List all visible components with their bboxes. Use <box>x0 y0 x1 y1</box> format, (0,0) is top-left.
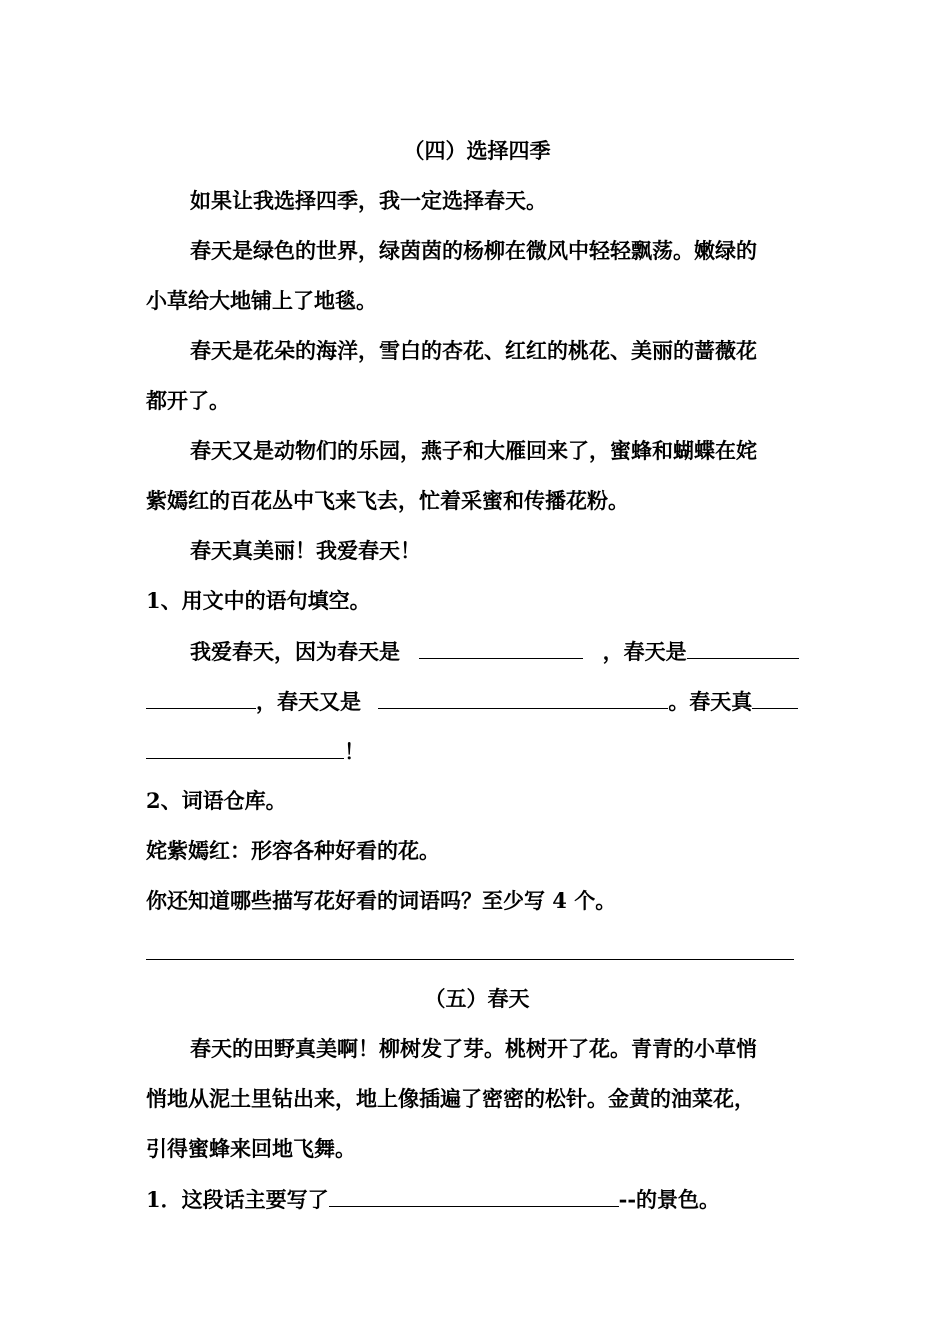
answer-blank-1[interactable] <box>419 636 583 659</box>
answer-blank-2b[interactable] <box>146 686 256 709</box>
question-2-label: 2、词语仓库。 <box>146 788 287 813</box>
question-1-fill-line-1 <box>146 636 799 666</box>
section5-paragraph-line-3: 引得蜜蜂来回地飞舞。 <box>146 1136 356 1161</box>
question-1-text-5: ！ <box>344 739 365 764</box>
section5-question-1 <box>146 1184 720 1214</box>
answer-blank-4a[interactable] <box>752 686 798 709</box>
question-1-text-2: ，春天是 <box>602 639 687 664</box>
section4-paragraph-3-line-1: 春天是花朵的海洋，雪白的杏花、红红的桃花、美丽的蔷薇花 <box>190 338 757 363</box>
section4-paragraph-4-line-2: 紫嫣红的百花丛中飞来飞去，忙着采蜜和传播花粉。 <box>146 488 629 513</box>
section4-paragraph-4-line-1: 春天又是动物们的乐园，燕子和大雁回来了，蜜蜂和蝴蝶在姹 <box>190 438 757 463</box>
answer-blank-2a[interactable] <box>687 636 799 659</box>
section4-paragraph-2-line-2: 小草给大地铺上了地毯。 <box>146 288 377 313</box>
answer-blank-3[interactable] <box>378 686 668 709</box>
question-2-definition: 姹紫嫣红：形容各种好看的花。 <box>146 838 440 863</box>
answer-blank-4b[interactable] <box>146 736 344 759</box>
section5-paragraph-line-1: 春天的田野真美啊！柳树发了芽。桃树开了花。青青的小草悄 <box>190 1036 757 1061</box>
question-1-label: 1、用文中的语句填空。 <box>146 588 371 613</box>
section5-paragraph-line-2: 悄地从泥土里钻出来，地上像插遍了密密的松针。金黄的油菜花， <box>146 1086 755 1111</box>
section5-answer-blank[interactable] <box>329 1184 619 1207</box>
section5-question-1-suffix: --的景色。 <box>618 1187 721 1212</box>
section5-question-1-prefix: 1．这段话主要写了 <box>146 1187 329 1212</box>
section4-paragraph-5: 春天真美丽！我爱春天！ <box>190 538 421 563</box>
section4-paragraph-3-line-2: 都开了。 <box>146 388 230 413</box>
section4-paragraph-2-line-1: 春天是绿色的世界，绿茵茵的杨柳在微风中轻轻飘荡。嫩绿的 <box>190 238 757 263</box>
question-1-text-4: 。春天真 <box>668 689 753 714</box>
question-1-fill-line-2 <box>146 686 798 716</box>
question-1-text-1: 我爱春天，因为春天是 <box>190 639 400 664</box>
section5-title: （五）春天 <box>424 986 530 1011</box>
section4-title: （四）选择四季 <box>403 138 551 163</box>
question-1-text-3: ，春天又是 <box>256 689 361 714</box>
section4-paragraph-1: 如果让我选择四季，我一定选择春天。 <box>190 188 547 213</box>
question-2-prompt: 你还知道哪些描写花好看的词语吗？至少写 4 个。 <box>146 888 617 913</box>
question-1-fill-line-3 <box>146 736 365 766</box>
answer-line-question-2[interactable] <box>146 959 794 960</box>
